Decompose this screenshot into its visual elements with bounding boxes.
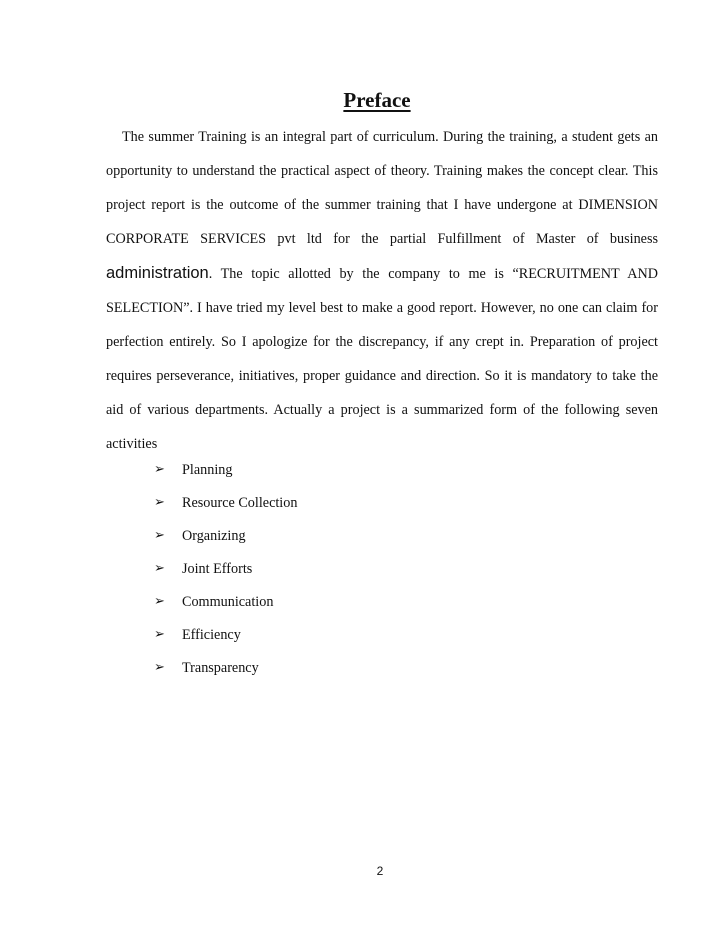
list-item-label: Resource Collection (182, 495, 298, 511)
arrow-bullet-icon: ➢ (154, 495, 165, 510)
list-item (154, 624, 297, 657)
arrow-bullet-icon: ➢ (154, 660, 165, 675)
page-number: 2 (376, 864, 384, 878)
list-item-label: Joint Efforts (182, 561, 253, 577)
list-item (154, 591, 297, 624)
list-item (154, 558, 297, 591)
page-title: Preface (343, 88, 411, 112)
activities-list (154, 459, 297, 690)
list-item (154, 459, 297, 492)
list-item-label: Efficiency (182, 627, 241, 643)
list-item-label: Communication (182, 594, 274, 610)
list-item-label: Organizing (182, 528, 246, 544)
list-item-label: Transparency (182, 660, 259, 676)
paragraph-part-2: . The topic allotted by the company to me is “RECRUITMENT AND SELECTION”. I have tried my level best to make a good report. However, no one can claim for perfection entirely. So I apologize for the discrepancy, if any crept in. Preparation of project requires perseverance, initiatives, proper guidance and direction. So it is mandatory to take the aid of various departments. Actually a project is a summarized form of the following seven activities (106, 266, 658, 452)
paragraph-part-1: The summer Training is an integral part of curriculum. During the training, a student gets an opportunity to understand the practical aspect of theory. Training makes the concept clear. This project report is the outcome of the summer training that I have undergone at DIMENSION CORPORATE SERVICES pvt ltd for the partial Fulfillment of Master of business (106, 129, 658, 247)
arrow-bullet-icon: ➢ (154, 561, 165, 576)
preface-paragraph (106, 120, 658, 461)
arrow-bullet-icon: ➢ (154, 462, 165, 477)
arrow-bullet-icon: ➢ (154, 528, 165, 543)
list-item (154, 525, 297, 558)
paragraph-emphasis: administration (106, 264, 209, 282)
list-item (154, 492, 297, 525)
list-item-label: Planning (182, 462, 233, 478)
list-item (154, 657, 297, 690)
arrow-bullet-icon: ➢ (154, 627, 165, 642)
arrow-bullet-icon: ➢ (154, 594, 165, 609)
